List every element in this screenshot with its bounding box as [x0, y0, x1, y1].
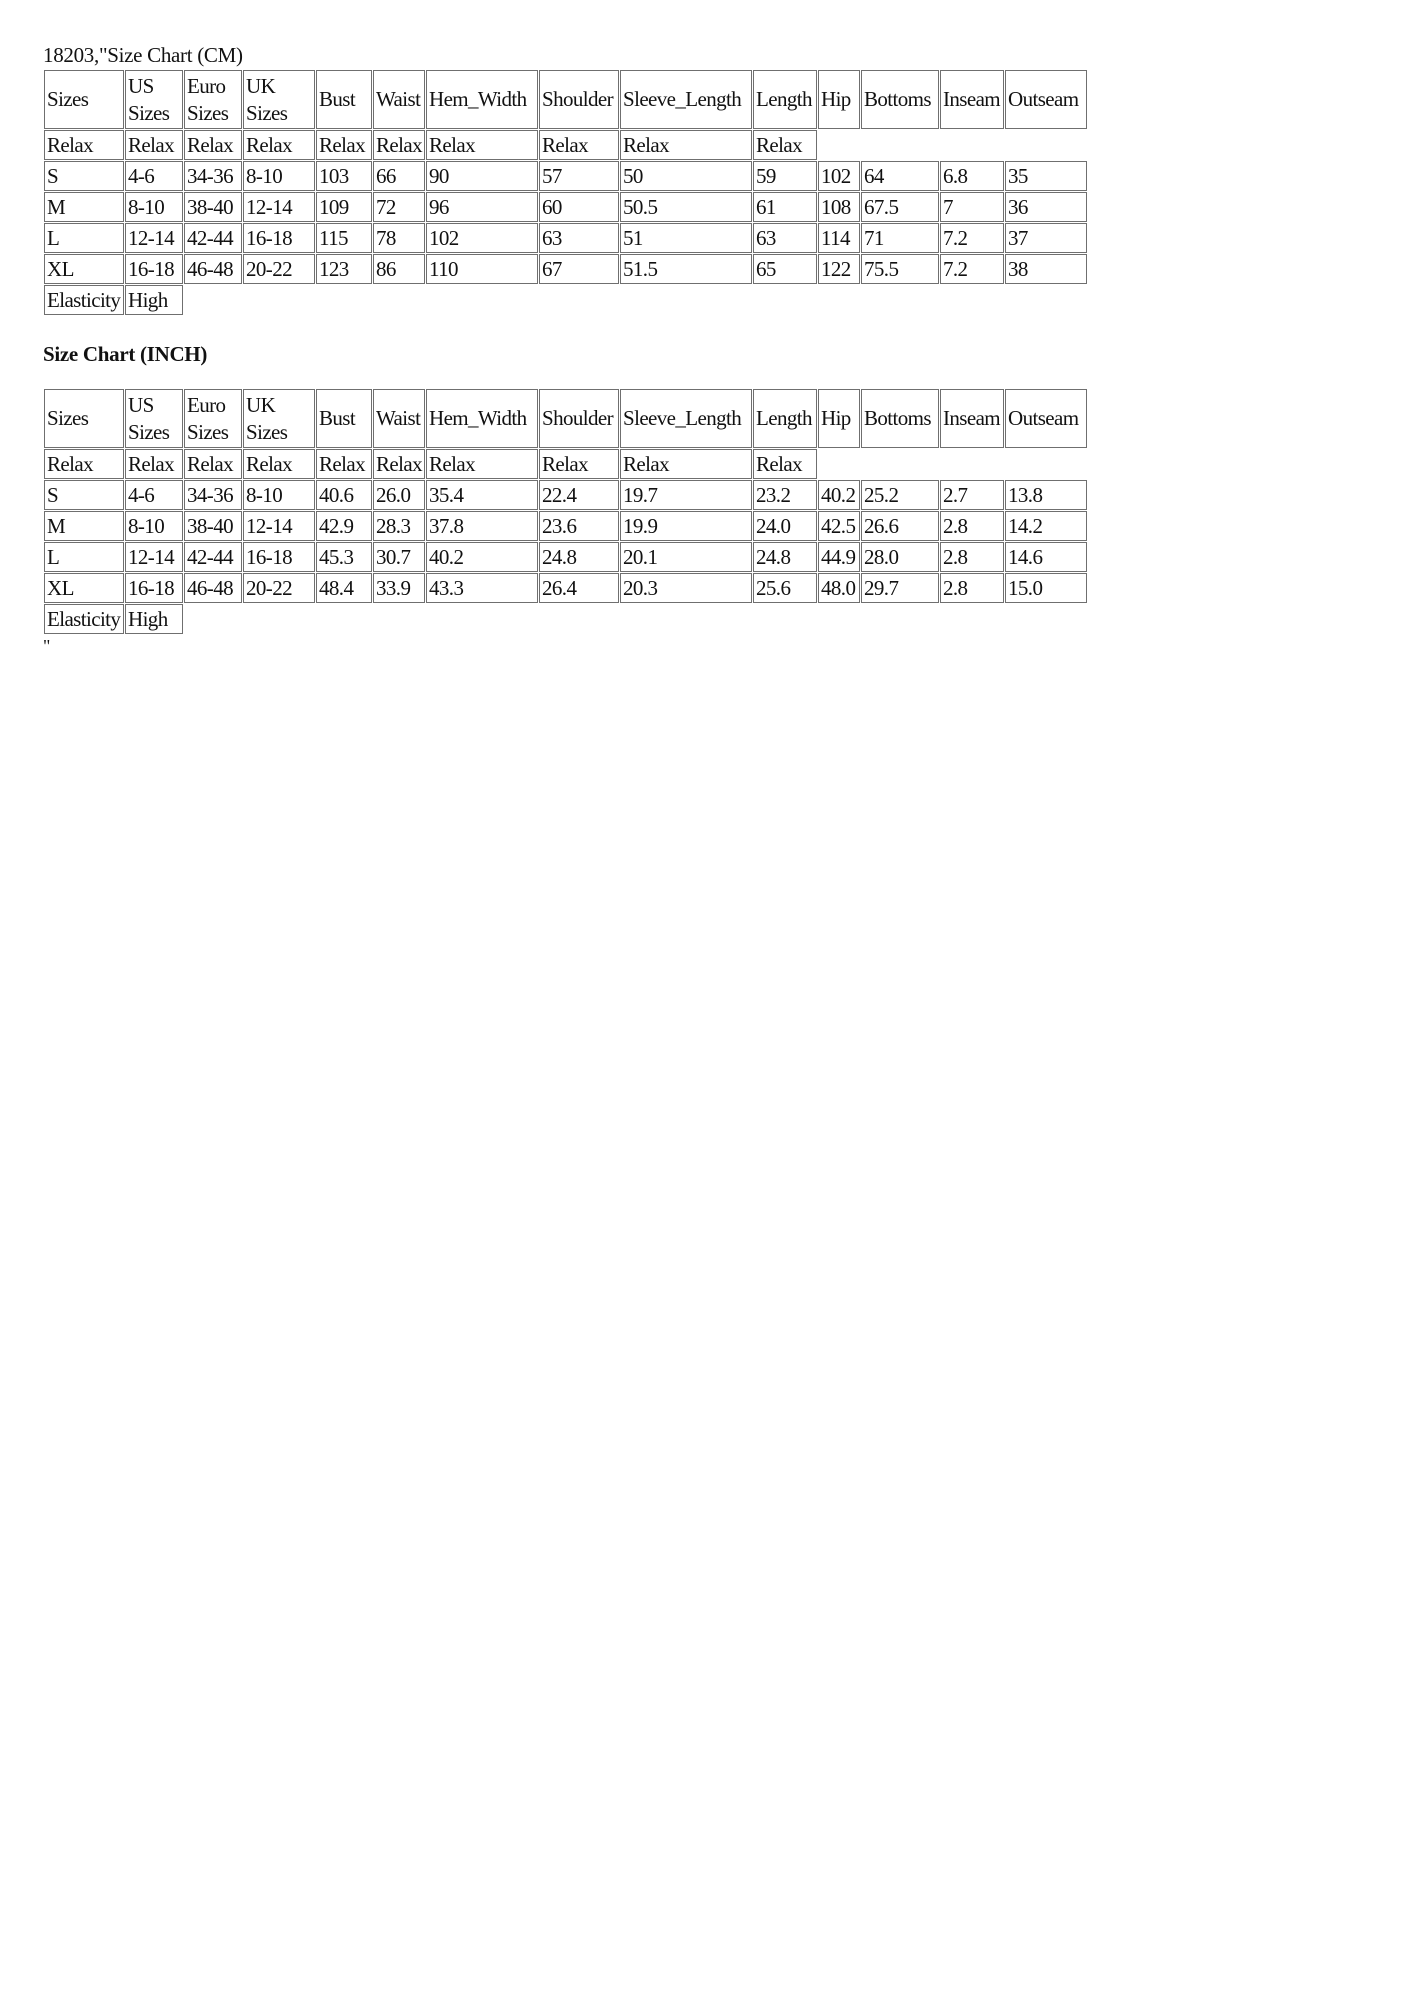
column-header: Waist [373, 70, 425, 129]
table-cell: 15.0 [1005, 573, 1087, 603]
table-cell: 4-6 [125, 161, 183, 191]
table-cell: 86 [373, 254, 425, 284]
relax-cell: Relax [243, 130, 315, 160]
table-cell: 51.5 [620, 254, 752, 284]
table-cell: 50.5 [620, 192, 752, 222]
table-cell: 26.6 [861, 511, 939, 541]
relax-cell: Relax [753, 449, 817, 479]
table-cell: 67.5 [861, 192, 939, 222]
table-cell: 57 [539, 161, 619, 191]
table-cell: 123 [316, 254, 372, 284]
inch-section-heading: Size Chart (INCH) [43, 342, 208, 366]
size-table-cm-body [44, 70, 1087, 315]
column-header: Euro Sizes [184, 70, 242, 129]
table-cell: 110 [426, 254, 538, 284]
table-cell: 42.5 [818, 511, 860, 541]
table-header-row [44, 389, 1087, 448]
column-header: Sizes [44, 389, 124, 448]
table-cell: 59 [753, 161, 817, 191]
table-cell: 2.8 [940, 573, 1004, 603]
table-cell: 8-10 [243, 480, 315, 510]
elasticity-value: High [125, 604, 183, 634]
table-cell: 42-44 [184, 542, 242, 572]
table-cell: 2.7 [940, 480, 1004, 510]
table-row [44, 480, 1087, 510]
relax-cell: Relax [426, 130, 538, 160]
table-cell: 25.6 [753, 573, 817, 603]
relax-cell: Relax [620, 130, 752, 160]
table-cell: 28.0 [861, 542, 939, 572]
table-cell: L [44, 223, 124, 253]
table-cell: 22.4 [539, 480, 619, 510]
table-cell: 29.7 [861, 573, 939, 603]
table-cell: 7 [940, 192, 1004, 222]
table-cell: 51 [620, 223, 752, 253]
table-cell: 43.3 [426, 573, 538, 603]
empty-cell [184, 285, 1087, 315]
table-cell: S [44, 480, 124, 510]
table-cell: 8-10 [125, 511, 183, 541]
table-cell: 72 [373, 192, 425, 222]
relax-cell: Relax [426, 449, 538, 479]
table-cell: 115 [316, 223, 372, 253]
table-cell: 38-40 [184, 511, 242, 541]
table-cell: 65 [753, 254, 817, 284]
table-cell: 103 [316, 161, 372, 191]
relax-cell: Relax [373, 449, 425, 479]
table-cell: 6.8 [940, 161, 1004, 191]
table-cell: 78 [373, 223, 425, 253]
column-header: UK Sizes [243, 389, 315, 448]
column-header: Outseam [1005, 389, 1087, 448]
column-header: Hem_Width [426, 389, 538, 448]
column-header: US Sizes [125, 389, 183, 448]
table-cell: 42.9 [316, 511, 372, 541]
column-header: Inseam [940, 70, 1004, 129]
table-cell: 4-6 [125, 480, 183, 510]
size-chart-document [43, 43, 1403, 655]
table-cell: 109 [316, 192, 372, 222]
table-cell: 26.4 [539, 573, 619, 603]
column-header: Bottoms [861, 389, 939, 448]
table-cell: 61 [753, 192, 817, 222]
table-cell: 2.8 [940, 542, 1004, 572]
relax-row [44, 449, 1087, 479]
table-cell: 24.0 [753, 511, 817, 541]
relax-cell: Relax [539, 449, 619, 479]
table-cell: 19.9 [620, 511, 752, 541]
column-header: Bottoms [861, 70, 939, 129]
table-cell: 50 [620, 161, 752, 191]
relax-cell: Relax [620, 449, 752, 479]
relax-cell: Relax [753, 130, 817, 160]
table-cell: 30.7 [373, 542, 425, 572]
relax-cell: Relax [539, 130, 619, 160]
column-header: Shoulder [539, 70, 619, 129]
table-cell: 24.8 [539, 542, 619, 572]
table-cell: 40.6 [316, 480, 372, 510]
table-cell: 14.2 [1005, 511, 1087, 541]
column-header: Hip [818, 389, 860, 448]
table-cell: 20-22 [243, 254, 315, 284]
table-cell: 63 [539, 223, 619, 253]
table-cell: 28.3 [373, 511, 425, 541]
elasticity-value: High [125, 285, 183, 315]
table-cell: XL [44, 254, 124, 284]
closing-quote: " [43, 636, 51, 656]
table-cell: 12-14 [125, 223, 183, 253]
column-header: Sleeve_Length [620, 70, 752, 129]
column-header: Waist [373, 389, 425, 448]
table-cell: 12-14 [125, 542, 183, 572]
elasticity-row [44, 285, 1087, 315]
table-cell: M [44, 511, 124, 541]
relax-cell: Relax [184, 449, 242, 479]
table-cell: 46-48 [184, 573, 242, 603]
table-cell: L [44, 542, 124, 572]
table-cell: 8-10 [125, 192, 183, 222]
table-cell: XL [44, 573, 124, 603]
table-cell: 40.2 [426, 542, 538, 572]
table-cell: 66 [373, 161, 425, 191]
table-cell: 38-40 [184, 192, 242, 222]
table-cell: 63 [753, 223, 817, 253]
table-cell: 114 [818, 223, 860, 253]
empty-cell [184, 604, 1087, 634]
table-cell: 38 [1005, 254, 1087, 284]
column-header: Length [753, 70, 817, 129]
column-header: Sleeve_Length [620, 389, 752, 448]
column-header: Shoulder [539, 389, 619, 448]
table-cell: 19.7 [620, 480, 752, 510]
table-cell: 14.6 [1005, 542, 1087, 572]
table-cell: 26.0 [373, 480, 425, 510]
relax-cell: Relax [184, 130, 242, 160]
relax-cell: Relax [44, 449, 124, 479]
table-cell: 34-36 [184, 480, 242, 510]
elasticity-row [44, 604, 1087, 634]
table-cell: 7.2 [940, 223, 1004, 253]
document-title: 18203,"Size Chart (CM) [43, 43, 243, 67]
table-row [44, 511, 1087, 541]
table-row [44, 542, 1087, 572]
table-cell: 40.2 [818, 480, 860, 510]
table-cell: 42-44 [184, 223, 242, 253]
table-cell: 48.0 [818, 573, 860, 603]
size-table-cm [43, 69, 1088, 316]
column-header: Length [753, 389, 817, 448]
column-header: Sizes [44, 70, 124, 129]
relax-cell: Relax [125, 449, 183, 479]
table-row [44, 161, 1087, 191]
size-table-inch-body [44, 389, 1087, 634]
table-cell: 35.4 [426, 480, 538, 510]
table-cell: 45.3 [316, 542, 372, 572]
relax-cell: Relax [316, 449, 372, 479]
size-table-inch [43, 388, 1088, 635]
elasticity-label: Elasticity [44, 604, 124, 634]
column-header: Hem_Width [426, 70, 538, 129]
table-cell: 75.5 [861, 254, 939, 284]
table-cell: 90 [426, 161, 538, 191]
table-row [44, 254, 1087, 284]
table-cell: 2.8 [940, 511, 1004, 541]
table-row [44, 192, 1087, 222]
table-cell: 16-18 [125, 573, 183, 603]
table-cell: 64 [861, 161, 939, 191]
table-cell: 60 [539, 192, 619, 222]
table-cell: 36 [1005, 192, 1087, 222]
table-cell: 37.8 [426, 511, 538, 541]
column-header: Euro Sizes [184, 389, 242, 448]
column-header: Bust [316, 70, 372, 129]
table-cell: 35 [1005, 161, 1087, 191]
relax-cell: Relax [243, 449, 315, 479]
table-cell: 20.1 [620, 542, 752, 572]
table-cell: 16-18 [243, 223, 315, 253]
table-cell: 20-22 [243, 573, 315, 603]
table-cell: 46-48 [184, 254, 242, 284]
table-cell: 108 [818, 192, 860, 222]
table-cell: 24.8 [753, 542, 817, 572]
table-cell: M [44, 192, 124, 222]
table-cell: 8-10 [243, 161, 315, 191]
table-cell: S [44, 161, 124, 191]
table-cell: 16-18 [125, 254, 183, 284]
table-cell: 67 [539, 254, 619, 284]
table-cell: 33.9 [373, 573, 425, 603]
table-cell: 20.3 [620, 573, 752, 603]
column-header: Hip [818, 70, 860, 129]
relax-cell: Relax [373, 130, 425, 160]
relax-cell: Relax [316, 130, 372, 160]
table-cell: 37 [1005, 223, 1087, 253]
column-header: Inseam [940, 389, 1004, 448]
empty-cell [818, 130, 1087, 160]
column-header: UK Sizes [243, 70, 315, 129]
table-row [44, 573, 1087, 603]
table-cell: 71 [861, 223, 939, 253]
table-cell: 122 [818, 254, 860, 284]
column-header: Outseam [1005, 70, 1087, 129]
table-header-row [44, 70, 1087, 129]
column-header: Bust [316, 389, 372, 448]
elasticity-label: Elasticity [44, 285, 124, 315]
relax-row [44, 130, 1087, 160]
table-cell: 44.9 [818, 542, 860, 572]
table-cell: 23.2 [753, 480, 817, 510]
column-header: US Sizes [125, 70, 183, 129]
table-cell: 12-14 [243, 511, 315, 541]
relax-cell: Relax [44, 130, 124, 160]
table-cell: 34-36 [184, 161, 242, 191]
table-cell: 7.2 [940, 254, 1004, 284]
table-cell: 16-18 [243, 542, 315, 572]
table-cell: 102 [818, 161, 860, 191]
table-cell: 96 [426, 192, 538, 222]
relax-cell: Relax [125, 130, 183, 160]
table-cell: 25.2 [861, 480, 939, 510]
table-cell: 102 [426, 223, 538, 253]
table-cell: 48.4 [316, 573, 372, 603]
table-cell: 23.6 [539, 511, 619, 541]
table-cell: 12-14 [243, 192, 315, 222]
empty-cell [818, 449, 1087, 479]
table-cell: 13.8 [1005, 480, 1087, 510]
table-row [44, 223, 1087, 253]
